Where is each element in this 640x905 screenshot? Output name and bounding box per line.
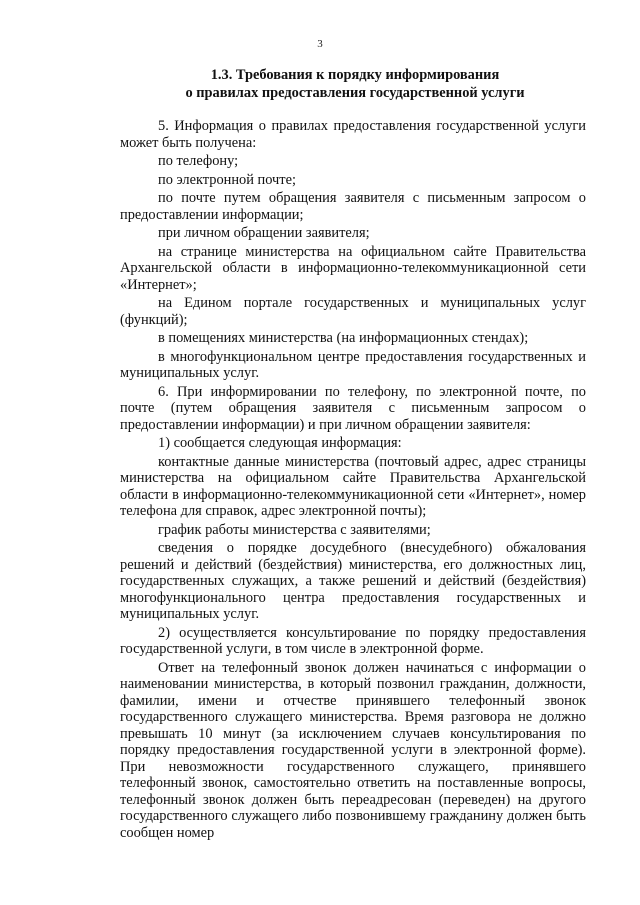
section-heading-line-2: о правилах предоставления государственной услуги bbox=[185, 85, 525, 101]
document-body bbox=[120, 118, 586, 843]
section-heading bbox=[120, 66, 590, 102]
list-item: график работы министерства с заявителями; bbox=[158, 521, 431, 538]
list-item: по почте путем обращения заявителя с письменным запросом о предоставлении информации; bbox=[120, 190, 586, 223]
list-item: по телефону; bbox=[158, 153, 239, 169]
paragraph: 1) сообщается следующая информация: bbox=[158, 435, 402, 451]
list-item: сведения о порядке досудебного (внесудебного) обжалования решений и действий (бездействия) министерства, его должностных лиц, государственных служащих, а также решений и действий (бездействия) многофункционального центра предоставления государственных и муниципальных услуг. bbox=[120, 540, 586, 622]
list-item: в помещениях министерства (на информационных стендах); bbox=[158, 330, 529, 346]
section-heading-line-1: 1.3. Требования к порядку информирования bbox=[210, 67, 500, 83]
page-number: 3 bbox=[317, 38, 323, 50]
paragraph: 2) осуществляется консультирование по порядку предоставления государственной услуги, в том числе в электронной форме. bbox=[120, 624, 586, 657]
list-item: на Едином портале государственных и муниципальных услуг (функций); bbox=[120, 295, 586, 328]
list-item: контактные данные министерства (почтовый адрес, адрес страницы министерства на официальном сайте Правительства Архангельской области в информационно-телекоммуникационной сети «Интернет», номер телефона для справок, адрес электронной почты); bbox=[120, 453, 586, 519]
paragraph: 6. При информировании по телефону, по электронной почте, по почте (путем обращения заявителя с письменным запросом о предоставлении информации) и при личном обращении заявителя: bbox=[120, 383, 586, 433]
paragraph: 5. Информация о правилах предоставления государственной услуги может быть получена: bbox=[120, 118, 586, 151]
list-item: по электронной почте; bbox=[158, 171, 296, 188]
list-item: при личном обращении заявителя; bbox=[158, 225, 370, 241]
paragraph: Ответ на телефонный звонок должен начинаться с информации о наименовании министерства, в который позвонил гражданин, должности, фамилии, имени и отчестве принявшего телефонный звонок государственного служащего министерства. Время разговора не должно превышать 10 минут (за исключением случаев консультирования по порядку предоставления государственной услуги в электронной форме). При невозможности государственного служащего, принявшего телефонный звонок, самостоятельно ответить на поставленные вопросы, телефонный звонок должен быть переадресован (переведен) на другого государственного служащего либо позвонившему гражданину должен быть сообщен номер bbox=[120, 659, 586, 841]
list-item: на странице министерства на официальном сайте Правительства Архангельской области в информационно-телекоммуникационной сети «Интернет»; bbox=[120, 243, 586, 293]
list-item: в многофункциональном центре предоставления государственных и муниципальных услуг. bbox=[120, 348, 586, 381]
